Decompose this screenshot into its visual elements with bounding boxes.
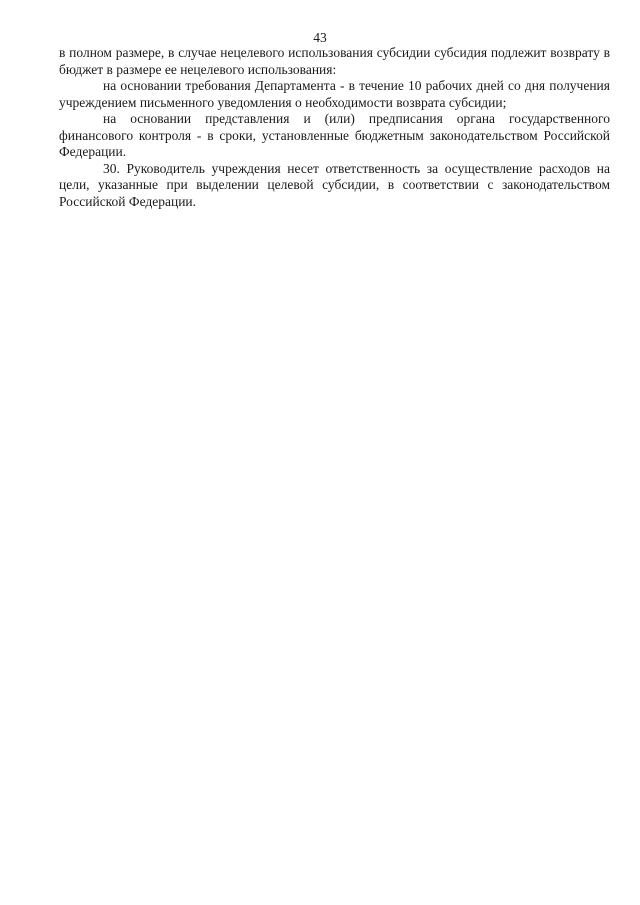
paragraph-department-requirement: на основании требования Департамента - в течение 10 рабочих дней со дня получения учреждением письменного уведомления о необходимости возврата субсидии; xyxy=(59,78,610,110)
paragraph-refund-conditions: в полном размере, в случае нецелевого использования субсидии субсидия подлежит возврату в бюджет в размере ее нецелевого использования: xyxy=(59,45,610,77)
page-number: 43 xyxy=(313,30,327,45)
paragraph-item-30: 30. Руководитель учреждения несет ответственность за осуществление расходов на цели, указанные при выделении целевой субсидии, в соответствии с законодательством Российской Федерации. xyxy=(59,160,610,209)
paragraph-financial-control: на основании представления и (или) предписания органа государственного финансового контроля - в сроки, установленные бюджетным законодательством Российской Федерации. xyxy=(59,111,610,159)
document-body xyxy=(59,45,610,210)
